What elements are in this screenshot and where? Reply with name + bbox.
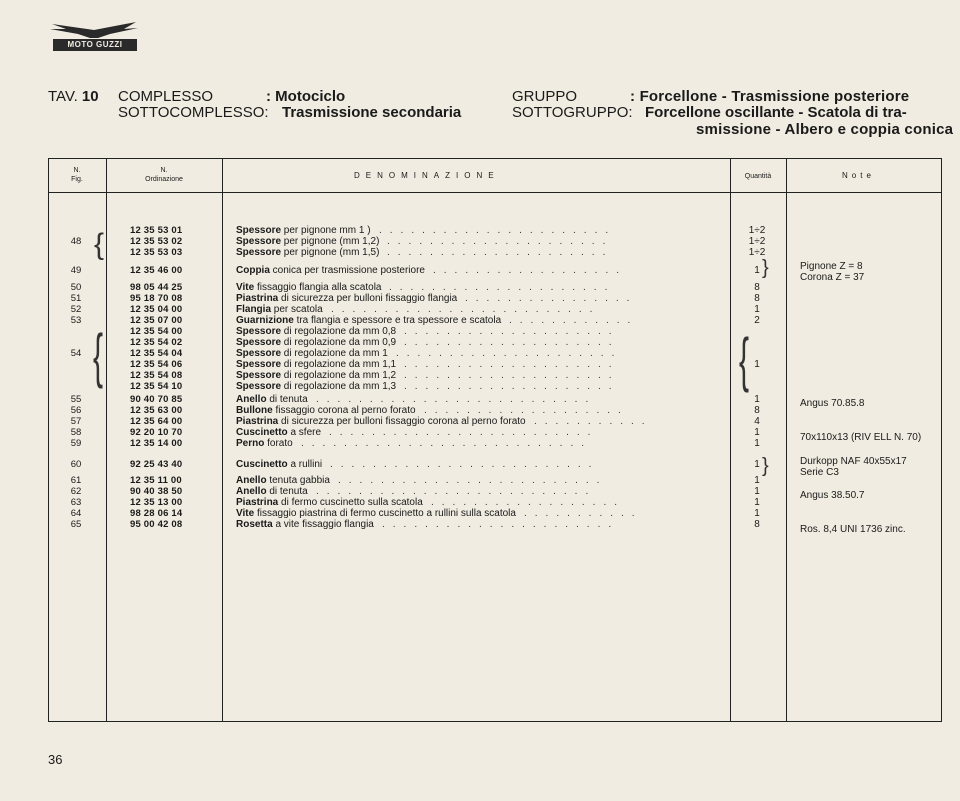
quantity: 1÷2 xyxy=(748,247,766,258)
col-header-quantita: Quantità xyxy=(744,173,772,180)
leader-dots: .......................... xyxy=(316,486,597,497)
col-header-denominazione: DENOMINAZIONE xyxy=(354,171,500,180)
part-name: Piastrina di sicurezza per bulloni fissaggio flangia xyxy=(236,293,458,304)
order-code: 90 40 38 50 xyxy=(130,486,183,497)
leader-dots: ......................... xyxy=(329,427,599,438)
order-code: 12 35 54 00 xyxy=(130,326,183,337)
quantity: 1÷2 xyxy=(748,236,766,247)
fig-number: 51 xyxy=(70,293,82,304)
order-code: 12 35 54 02 xyxy=(130,337,183,348)
order-code: 92 20 10 70 xyxy=(130,427,183,438)
order-code: 12 35 14 00 xyxy=(130,438,183,449)
order-code: 12 35 13 00 xyxy=(130,497,183,508)
quantity: 1 xyxy=(754,394,760,405)
part-name: Spessore di regolazione da mm 0,8 xyxy=(236,326,397,337)
order-code: 90 40 70 85 xyxy=(130,394,183,405)
quantity: 1 xyxy=(754,304,760,315)
leader-dots: .................. xyxy=(433,265,628,276)
page-number: 36 xyxy=(48,752,63,767)
leader-dots: ........................... xyxy=(301,438,593,449)
col-header-ordinazione: N. Ordinazione xyxy=(145,167,183,183)
order-code: 12 35 07 00 xyxy=(130,315,183,326)
col-header-note: Note xyxy=(842,171,875,180)
fig-number: 60 xyxy=(70,459,82,470)
moto-guzzi-logo xyxy=(50,20,140,56)
order-code: 12 35 54 04 xyxy=(130,348,183,359)
table-row xyxy=(0,315,960,326)
table-row xyxy=(0,293,960,304)
leader-dots: ..................... xyxy=(387,247,614,258)
sottocomplesso-label: SOTTOCOMPLESSO: xyxy=(118,104,269,121)
leader-dots: ........... xyxy=(534,416,653,427)
qty-brace: } xyxy=(762,257,769,279)
part-name: Cuscinetto a sfere xyxy=(236,427,322,438)
group-brace: { xyxy=(94,228,105,261)
logo-text: MOTO GUZZI xyxy=(53,39,137,51)
leader-dots: ..................... xyxy=(387,236,614,247)
group-brace: { xyxy=(93,322,104,389)
table-row xyxy=(0,337,960,348)
fig-number: 50 xyxy=(70,282,82,293)
leader-dots: .................... xyxy=(404,381,620,392)
order-code: 12 35 63 00 xyxy=(130,405,183,416)
fig-number: 57 xyxy=(70,416,82,427)
leader-dots: ..................... xyxy=(389,282,616,293)
leader-dots: ...................... xyxy=(379,225,617,236)
fig-number: 64 xyxy=(70,508,82,519)
leader-dots: .......................... xyxy=(316,394,597,405)
part-name: Spessore di regolazione da mm 1,1 xyxy=(236,359,397,370)
quantity: 1 xyxy=(754,459,760,470)
fig-number: 58 xyxy=(70,427,82,438)
order-code: 12 35 64 00 xyxy=(130,416,183,427)
table-row xyxy=(0,304,960,315)
part-name: Anello tenuta gabbia xyxy=(236,475,330,486)
order-code: 12 35 46 00 xyxy=(130,265,183,276)
eagle-icon xyxy=(50,20,140,40)
note-durkopp-1: Durkopp NAF 40x55x17 xyxy=(800,456,907,467)
part-name: Spessore di regolazione da mm 1,3 xyxy=(236,381,397,392)
fig-number: 55 xyxy=(70,394,82,405)
order-code: 95 00 42 08 xyxy=(130,519,183,530)
quantity: 8 xyxy=(754,405,760,416)
part-name: Guarnizione tra flangia e spessore e tra spessore e scatola xyxy=(236,315,502,326)
quantity: 1 xyxy=(754,359,760,370)
table-row xyxy=(0,236,960,247)
quantity: 8 xyxy=(754,293,760,304)
sottogruppo-label: SOTTOGRUPPO: xyxy=(512,104,633,121)
leader-dots: .................... xyxy=(404,337,620,348)
part-name: Anello di tenuta xyxy=(236,486,308,497)
leader-dots: ..................... xyxy=(396,348,623,359)
leader-dots: ......................... xyxy=(331,304,601,315)
part-name: Spessore per pignone mm 1 ) xyxy=(236,225,371,236)
complesso-value: : Motociclo xyxy=(266,88,346,105)
fig-number: 49 xyxy=(70,265,82,276)
col-header-fig: N. Fig. xyxy=(71,167,83,183)
order-code: 92 25 43 40 xyxy=(130,459,183,470)
quantity: 1 xyxy=(754,438,760,449)
quantity: 1 xyxy=(754,265,760,276)
tav-label: TAV. 10 xyxy=(48,88,99,105)
part-name: Bullone fissaggio corona al perno forato xyxy=(236,405,416,416)
table-row xyxy=(0,370,960,381)
leader-dots: ................... xyxy=(424,405,629,416)
quantity: 1÷2 xyxy=(748,225,766,236)
part-name: Spessore per pignone (mm 1,5) xyxy=(236,247,380,258)
table-row xyxy=(0,381,960,392)
part-name: Spessore di regolazione da mm 0,9 xyxy=(236,337,397,348)
note-durkopp-2: Serie C3 xyxy=(800,467,839,478)
order-code: 12 35 54 06 xyxy=(130,359,183,370)
fig-number: 52 xyxy=(70,304,82,315)
table-row xyxy=(0,225,960,236)
part-name: Anello di tenuta xyxy=(236,394,308,405)
quantity: 8 xyxy=(754,519,760,530)
part-name: Coppia conica per trasmissione posteriore xyxy=(236,265,425,276)
quantity: 4 xyxy=(754,416,760,427)
table-row xyxy=(0,359,960,370)
leader-dots: ............ xyxy=(509,315,639,326)
leader-dots: ........... xyxy=(524,508,643,519)
fig-number: 48 xyxy=(70,236,82,247)
note-corona: Corona Z = 37 xyxy=(800,272,865,283)
quantity: 1 xyxy=(754,486,760,497)
order-code: 12 35 53 02 xyxy=(130,236,183,247)
note-angus-2: Angus 38.50.7 xyxy=(800,490,865,501)
fig-number: 54 xyxy=(70,348,82,359)
leader-dots: ................ xyxy=(465,293,638,304)
order-code: 95 18 70 08 xyxy=(130,293,183,304)
header-divider xyxy=(48,192,942,193)
order-code: 12 35 04 00 xyxy=(130,304,183,315)
table-row xyxy=(0,348,960,359)
fig-number: 63 xyxy=(70,497,82,508)
leader-dots: .................... xyxy=(404,370,620,381)
fig-number: 62 xyxy=(70,486,82,497)
leader-dots: ......................... xyxy=(330,459,600,470)
quantity: 1 xyxy=(754,497,760,508)
sottogruppo-value-2: smissione - Albero e coppia conica xyxy=(696,121,954,138)
leader-dots: .................. xyxy=(431,497,626,508)
table-row xyxy=(0,416,960,427)
part-name: Cuscinetto a rullini xyxy=(236,459,323,470)
quantity: 1 xyxy=(754,508,760,519)
sottocomplesso-value: Trasmissione secondaria xyxy=(282,104,462,121)
part-name: Spessore di regolazione da mm 1 xyxy=(236,348,388,359)
leader-dots: .................... xyxy=(404,359,620,370)
order-code: 12 35 53 03 xyxy=(130,247,183,258)
part-name: Rosetta a vite fissaggio flangia xyxy=(236,519,374,530)
part-name: Piastrina di sicurezza per bulloni fissaggio corona al perno forato xyxy=(236,416,526,427)
fig-number: 56 xyxy=(70,405,82,416)
order-code: 98 28 06 14 xyxy=(130,508,183,519)
table-row xyxy=(0,508,960,519)
part-name: Vite fissaggio piastrina di fermo cuscinetto a rullini sulla scatola xyxy=(236,508,516,519)
leader-dots: ...................... xyxy=(382,519,620,530)
fig-number: 59 xyxy=(70,438,82,449)
qty-brace: { xyxy=(739,326,750,393)
complesso-label: COMPLESSO xyxy=(118,88,214,105)
note-angus-1: Angus 70.85.8 xyxy=(800,398,865,409)
part-name: Spessore per pignone (mm 1,2) xyxy=(236,236,380,247)
fig-number: 61 xyxy=(70,475,82,486)
table-row xyxy=(0,326,960,337)
sottogruppo-value-1: Forcellone oscillante - Scatola di tra- xyxy=(645,104,907,121)
fig-number: 53 xyxy=(70,315,82,326)
part-name: Spessore di regolazione da mm 1,2 xyxy=(236,370,397,381)
quantity: 1 xyxy=(754,427,760,438)
part-name: Perno forato xyxy=(236,438,293,449)
part-name: Piastrina di fermo cuscinetto sulla scatola xyxy=(236,497,423,508)
order-code: 98 05 44 25 xyxy=(130,282,183,293)
note-pignone: Pignone Z = 8 xyxy=(800,261,863,272)
gruppo-label: GRUPPO xyxy=(512,88,578,105)
gruppo-value: : Forcellone - Trasmissione posteriore xyxy=(630,88,910,105)
order-code: 12 35 54 10 xyxy=(130,381,183,392)
quantity: 2 xyxy=(754,315,760,326)
note-ros: Ros. 8,4 UNI 1736 zinc. xyxy=(800,524,906,535)
quantity: 8 xyxy=(754,282,760,293)
qty-brace: } xyxy=(762,455,769,477)
quantity: 1 xyxy=(754,475,760,486)
order-code: 12 35 54 08 xyxy=(130,370,183,381)
leader-dots: ......................... xyxy=(338,475,608,486)
order-code: 12 35 53 01 xyxy=(130,225,183,236)
fig-number: 65 xyxy=(70,519,82,530)
leader-dots: .................... xyxy=(404,326,620,337)
part-name: Vite fissaggio flangia alla scatola xyxy=(236,282,382,293)
table-row xyxy=(0,247,960,258)
part-name: Flangia per scatola xyxy=(236,304,323,315)
note-riv: 70x110x13 (RIV ELL N. 70) xyxy=(800,432,922,443)
order-code: 12 35 11 00 xyxy=(130,475,182,486)
